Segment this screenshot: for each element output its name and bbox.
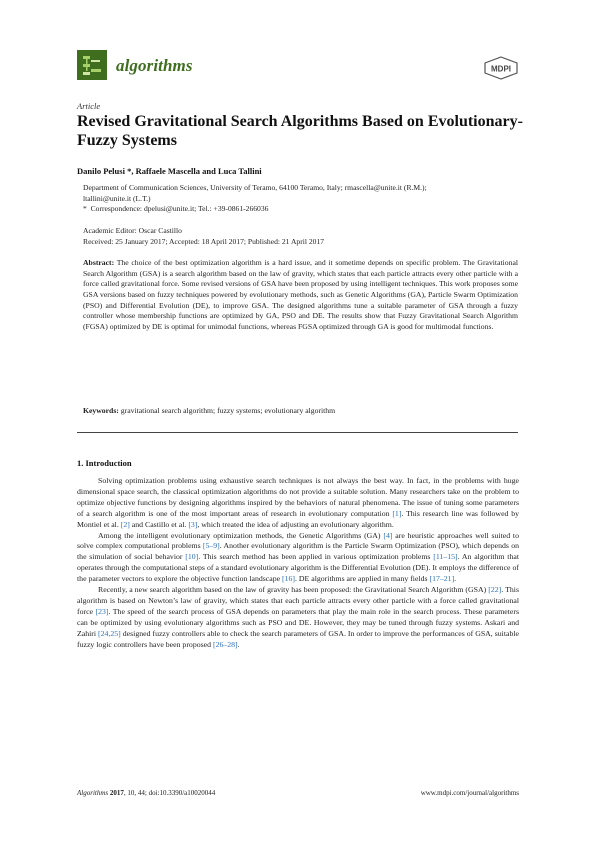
citation-link[interactable]: [4] [383, 530, 393, 540]
citation-link[interactable]: [11–15] [433, 552, 458, 562]
section-heading: 1. Introduction [77, 458, 132, 468]
citation-link[interactable]: [3] [188, 519, 198, 529]
publication-dates: Received: 25 January 2017; Accepted: 18 April 2017; Published: 21 April 2017 [83, 236, 325, 246]
citation-link[interactable]: [5–9] [202, 541, 220, 551]
paragraph: Among the intelligent evolutionary optimization methods, the Genetic Algorithms (GA) [4] are heuristic approaches well suited to solve complex computational problems [5–9]. Another evolutionary algorithm is the Particle Swarm Optimization (PSO), which depends on the simulation of social behavior [10]. This search method has been applied in various optimization problems [11–15]. An algorithm that operates through the computational steps of a standard evolutionary algorithm is the Differential Evolution (DE). It employs the difference of the parameter vectors to explore the objective function landscape [16]. DE algorithms are applied in many fields [17–21]. [77, 530, 519, 584]
correspondence-text: Correspondence: dpelusi@unite.it; Tel.: +39-0861-266036 [90, 204, 269, 214]
mdpi-logo-text: MDPI [491, 64, 511, 74]
correspondence [83, 204, 523, 215]
introduction-body [77, 476, 519, 651]
citation-link[interactable]: [24,25] [98, 628, 121, 638]
corresponding-author-mark: * [127, 166, 132, 176]
section-divider [77, 432, 518, 433]
journal-name: algorithms [116, 56, 193, 75]
citation-link[interactable]: [1] [392, 508, 402, 518]
citation-link[interactable]: [26–28] [212, 639, 238, 649]
footer-citation [77, 789, 215, 797]
abstract-text: The choice of the best optimization algorithm is a hard issue, and it sometime depends on specific problem. The Gravitational Search Algorithm (GSA) is a search algorithm based on the law of gravity, which states that each particle attracts every other particle with a force called gravitational force. Some revised versions of GSA have been proposed by using intelligent techniques. This work proposes some GSA versions based on fuzzy techniques powered by evolutionary methods, such as Genetic Algorithms (GA), Particle Swarm Optimization (PSO) and Differential Evolution (DE), to improve GSA. The designed algorithms tune a suitable parameter of GSA through a fuzzy controller whose membership functions are optimized by GA, PSO and DE. The results show that Fuzzy Gravitational Search Algorithm (FGSA) optimized by DE is optimal for unimodal functions, whereas FGSA optimized through GA is good for multimodal functions. [83, 258, 518, 331]
abstract-label: Abstract: [83, 258, 115, 267]
footer-journal-url[interactable]: www.mdpi.com/journal/algorithms [420, 789, 519, 797]
paragraph: Recently, a new search algorithm based on the law of gravity has been proposed: the Gravitational Search Algorithm (GSA) [22]. This algorithm is based on Newton’s law of gravity, which states that each particle attracts every other particle with a force called gravitational force [23]. The speed of the search process of GSA depends on parameters that play the main role in the search process. These parameters can be optimized by using evolutionary algorithms such as PSO and DE. However, they may be tuned through fuzzy systems. Askari and Zahiri [24,25] designed fuzzy controllers able to check the search parameters of GSA. In order to improve the performances of GSA, suitable fuzzy logic controllers have been proposed [26–28]. [77, 585, 520, 649]
author-name: Danilo Pelusi [77, 166, 125, 176]
citation-link[interactable]: [10] [185, 552, 199, 562]
affiliation-line: ltallini@unite.it (L.T.) [83, 193, 151, 203]
citation-link[interactable]: [22] [488, 585, 502, 595]
keywords-text: gravitational search algorithm; fuzzy systems; evolutionary algorithm [120, 406, 336, 415]
author-list: Danilo Pelusi *, Raffaele Mascella and Luca Tallini [77, 166, 262, 176]
academic-editor: Academic Editor: Oscar Castillo [83, 226, 182, 235]
footer-journal: Algorithms [77, 789, 109, 797]
citation-link[interactable]: [2] [120, 519, 130, 529]
paragraph: Solving optimization problems using exhaustive search techniques is not always the best way. In fact, in the problems with huge dimensional space search, the classical optimization algorithms do not provide a suitable solution. Many researchers take on the problem to optimize objective functions by designing algorithms inspired by the behaviors of natural phenomena. The issue of tuning some parameters of a search algorithm is one of the most important areas of research in evolutionary computation [1]. This research line was followed by Montiel et al. [2] and Castillo et al. [3], which treated the idea of adjusting an evolutionary algorithm. [77, 476, 519, 529]
citation-link[interactable]: [17–21] [429, 574, 455, 584]
author-name: Luca Tallini [217, 166, 262, 176]
affiliation-line: Department of Communication Sciences, University of Teramo, 64100 Teramo, Italy; rmascella@unite.it (R.M.); [83, 183, 427, 192]
author-name: Raffaele Mascella [135, 166, 200, 176]
citation-link[interactable]: [16] [282, 574, 296, 584]
mdpi-logo-icon [482, 56, 520, 80]
algorithms-journal-logo-icon [77, 50, 107, 80]
correspondence-mark: * [83, 204, 87, 214]
keywords-label: Keywords: [83, 406, 119, 415]
footer-volume-doi: , 10, 44; doi:10.3390/a10020044 [123, 789, 216, 797]
article-type: Article [77, 101, 101, 111]
keywords [83, 406, 518, 415]
footer-year: 2017 [109, 789, 124, 797]
citation-link[interactable]: [23] [95, 606, 109, 616]
article-title: Revised Gravitational Search Algorithms Based on Evolutionary-Fuzzy Systems [77, 113, 523, 149]
abstract [83, 258, 518, 333]
